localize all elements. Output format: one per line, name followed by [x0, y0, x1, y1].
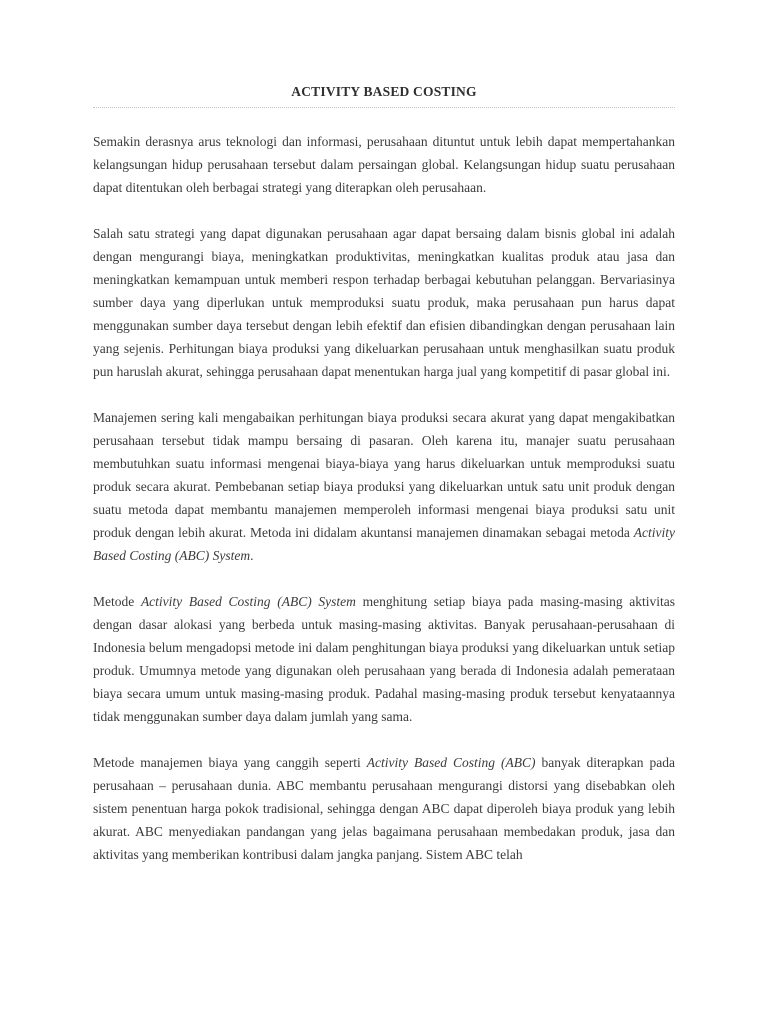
- paragraph-text: Manajemen sering kali mengabaikan perhitungan biaya produksi secara akurat yang dapat mengakibatkan perusahaan tersebut tidak mampu bersaing di pasaran. Oleh karena itu, manajer suatu perusahaan membutuhkan suatu informasi mengenai biaya-biaya yang harus dikeluarkan untuk memproduksi suatu produk secara akurat. Pembebanan setiap biaya produksi yang dikeluarkan untuk satu unit produk dengan suatu metoda dapat membantu manajemen memperoleh informasi mengenai biaya produksi satu unit produk dengan lebih akurat. Metoda ini didalam akuntansi manajemen dinamakan sebagai metoda: [93, 410, 675, 540]
- paragraph-text: Salah satu strategi yang dapat digunakan perusahaan agar dapat bersaing dalam bisnis global ini adalah dengan mengurangi biaya, meningkatkan produktivitas, meningkatkan kualitas produk atau jasa dan meningkatkan kemampuan untuk memberi respon terhadap berbagai kebutuhan pelanggan. Bervariasinya sumber daya yang diperlukan untuk memproduksi suatu produk, maka perusahaan pun harus dapat menggunakan sumber daya tersebut dengan lebih efektif dan efisien dibandingkan dengan perusahaan lain yang sejenis. Perhitungan biaya produksi yang dikeluarkan perusahaan untuk menghasilkan suatu produk pun haruslah akurat, sehingga perusahaan dapat menentukan harga jual yang kompetitif di pasar global ini.: [93, 226, 675, 379]
- paragraph-2: [93, 222, 675, 383]
- italic-term: Activity Based Costing (ABC) System: [140, 594, 356, 609]
- paragraph-text: Metode: [93, 594, 141, 609]
- paragraph-text: .: [250, 548, 254, 563]
- italic-term: Activity Based Costing (ABC): [366, 755, 536, 770]
- italic-term: Activity Based Costing (ABC) System: [93, 525, 675, 563]
- document-body: [93, 84, 675, 866]
- paragraph-1: [93, 130, 675, 199]
- paragraph-3: [93, 406, 675, 567]
- paragraph-text: Semakin derasnya arus teknologi dan informasi, perusahaan dituntut untuk lebih dapat mempertahankan kelangsungan hidup perusahaan tersebut dalam persaingan global. Kelangsungan hidup suatu perusahaan dapat ditentukan oleh berbagai strategi yang diterapkan oleh perusahaan.: [93, 134, 675, 195]
- paragraph-text: banyak diterapkan pada perusahaan – perusahaan dunia. ABC membantu perusahaan mengurangi distorsi yang disebabkan oleh sistem penentuan harga pokok tradisional, sehingga dengan ABC dapat diperoleh biaya produk yang lebih akurat. ABC menyediakan pandangan yang jelas bagaimana perusahaan membedakan produk, jasa dan aktivitas yang memberikan kontribusi dalam jangka panjang. Sistem ABC telah: [93, 755, 675, 862]
- document-title: ACTIVITY BASED COSTING: [93, 84, 675, 108]
- paragraph-text: Metode manajemen biaya yang canggih seperti: [93, 755, 367, 770]
- paragraph-text: menghitung setiap biaya pada masing-masing aktivitas dengan dasar alokasi yang berbeda untuk masing-masing aktivitas. Banyak perusahaan-perusahaan di Indonesia belum mengadopsi metode ini dalam penghitungan biaya produksi yang dikeluarkan untuk setiap produk. Umumnya metode yang digunakan oleh perusahaan yang berada di Indonesia adalah pemerataan biaya secara umum untuk masing-masing produk. Padahal masing-masing produk tersebut kenyataannya tidak menggunakan sumber daya dalam jumlah yang sama.: [93, 594, 676, 724]
- paragraph-4: [93, 590, 675, 728]
- paragraph-5: [93, 751, 675, 866]
